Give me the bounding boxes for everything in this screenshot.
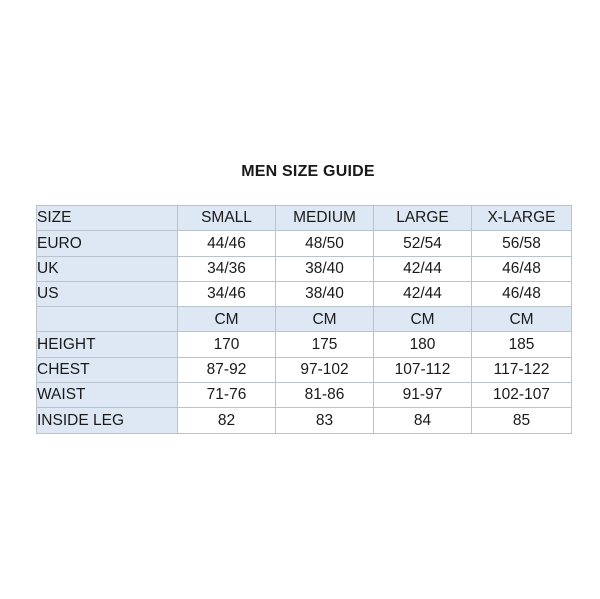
- table-row: [37, 231, 572, 256]
- row-label: CHEST: [37, 357, 178, 382]
- table-row: [37, 256, 572, 281]
- page-title: MEN SIZE GUIDE: [241, 163, 375, 180]
- header-x-large: X-LARGE: [472, 206, 572, 231]
- header-large: LARGE: [374, 206, 472, 231]
- unit-row: [37, 307, 572, 332]
- table-cell: 84: [374, 408, 472, 433]
- table-cell: 52/54: [374, 231, 472, 256]
- table-cell: 107-112: [374, 357, 472, 382]
- header-medium: MEDIUM: [276, 206, 374, 231]
- table-cell: 87-92: [178, 357, 276, 382]
- row-label: INSIDE LEG: [37, 408, 178, 433]
- table-cell: 91-97: [374, 383, 472, 408]
- table-row: [37, 281, 572, 306]
- row-label: US: [37, 281, 178, 306]
- unit-cell: CM: [374, 307, 472, 332]
- table-cell: 170: [178, 332, 276, 357]
- table-cell: 180: [374, 332, 472, 357]
- table-cell: 117-122: [472, 357, 572, 382]
- table-cell: 34/46: [178, 281, 276, 306]
- table-cell: 97-102: [276, 357, 374, 382]
- table-row: [37, 357, 572, 382]
- size-header-label: SIZE: [37, 206, 178, 231]
- row-label: EURO: [37, 231, 178, 256]
- table-cell: 46/48: [472, 281, 572, 306]
- table-row: [37, 383, 572, 408]
- table-cell: 81-86: [276, 383, 374, 408]
- table-cell: 34/36: [178, 256, 276, 281]
- table-cell: 82: [178, 408, 276, 433]
- row-label: UK: [37, 256, 178, 281]
- row-label: WAIST: [37, 383, 178, 408]
- table-cell: 102-107: [472, 383, 572, 408]
- table-cell: 85: [472, 408, 572, 433]
- table-row: [37, 332, 572, 357]
- unit-cell: CM: [472, 307, 572, 332]
- table-cell: 38/40: [276, 256, 374, 281]
- table-cell: 83: [276, 408, 374, 433]
- unit-row-label: [37, 307, 178, 332]
- table-cell: 42/44: [374, 256, 472, 281]
- table-cell: 185: [472, 332, 572, 357]
- table-cell: 175: [276, 332, 374, 357]
- table-cell: 44/46: [178, 231, 276, 256]
- table-cell: 42/44: [374, 281, 472, 306]
- header-row: [37, 206, 572, 231]
- table-cell: 38/40: [276, 281, 374, 306]
- table-cell: 46/48: [472, 256, 572, 281]
- size-guide-table: [36, 205, 572, 434]
- table-cell: 48/50: [276, 231, 374, 256]
- table-row: [37, 408, 572, 433]
- row-label: HEIGHT: [37, 332, 178, 357]
- unit-cell: CM: [276, 307, 374, 332]
- table-cell: 56/58: [472, 231, 572, 256]
- unit-cell: CM: [178, 307, 276, 332]
- table-cell: 71-76: [178, 383, 276, 408]
- header-small: SMALL: [178, 206, 276, 231]
